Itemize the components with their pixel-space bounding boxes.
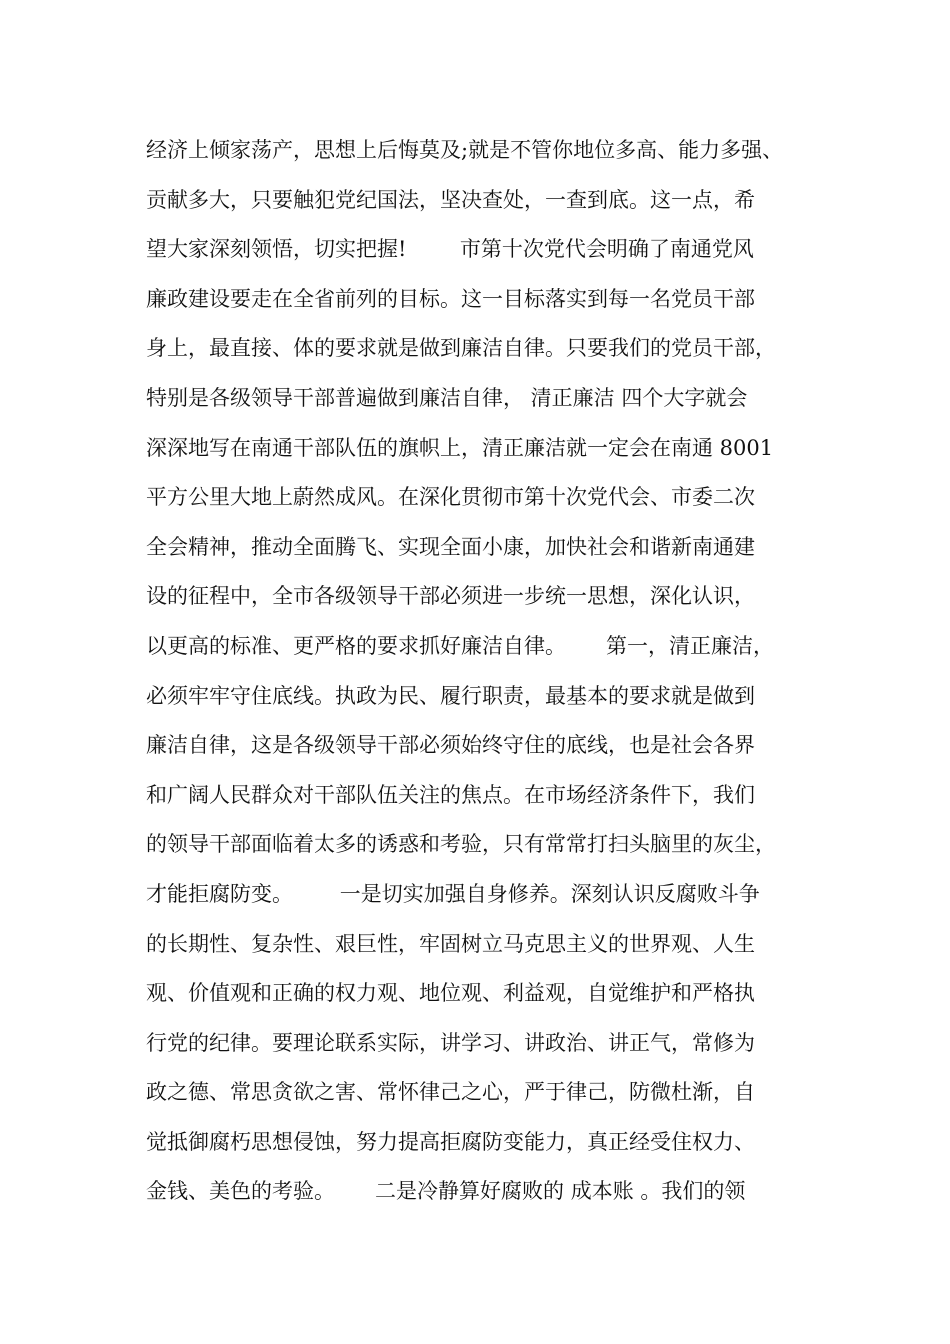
text-line: 廉洁自律，这是各级领导干部必须始终守住的底线，也是社会各界 xyxy=(146,733,755,758)
text-line: 和广阔人民群众对干部队伍关注的焦点。在市场经济条件下，我们 xyxy=(146,782,755,807)
text-line: 以更高的标准、更严格的要求抓好廉洁自律。 第一，清正廉洁， xyxy=(146,633,775,658)
text-line: 贡献多大，只要触犯党纪国法，坚决查处，一查到底。这一点，希 xyxy=(146,187,755,212)
text-line: 必须牢牢守住底线。执政为民、履行职责，最基本的要求就是做到 xyxy=(146,683,755,708)
text-line: 平方公里大地上蔚然成风。在深化贯彻市第十次党代会、市委二次 xyxy=(146,485,755,510)
text-line: 身上，最直接、体的要求就是做到廉洁自律。只要我们的党员干部， xyxy=(146,336,776,361)
text-line: 才能拒腐防变。 一是切实加强自身修养。深刻认识反腐败斗争 xyxy=(146,881,760,906)
text-line: 全会精神，推动全面腾飞、实现全面小康，加快社会和谐新南通建 xyxy=(146,534,755,559)
text-line: 经济上倾家荡产，思想上后悔莫及;就是不管你地位多高、能力多强、 xyxy=(146,138,784,162)
text-line: 的领导干部面临着太多的诱惑和考验，只有常常打扫头脑里的灰尘， xyxy=(146,832,776,857)
text-line: 觉抵御腐朽思想侵蚀，努力提高拒腐防变能力，真正经受住权力、 xyxy=(146,1129,755,1154)
document-body-text xyxy=(146,126,826,1217)
text-line: 金钱、美色的考验。 二是冷静算好腐败的 成本账 。我们的领 xyxy=(146,1179,746,1204)
text-line: 行党的纪律。要理论联系实际，讲学习、讲政治、讲正气，常修为 xyxy=(146,1030,755,1055)
text-line: 廉政建设要走在全省前列的目标。这一目标落实到每一名党员干部 xyxy=(146,286,755,311)
text-line: 望大家深刻领悟，切实把握! 市第十次党代会明确了南通党风 xyxy=(146,237,754,262)
text-line: 的长期性、复杂性、艰巨性，牢固树立马克思主义的世界观、人生 xyxy=(146,931,755,956)
text-line: 政之德、常思贪欲之害、常怀律己之心，严于律己，防微杜渐，自 xyxy=(146,1080,755,1105)
text-line: 深深地写在南通干部队伍的旗帜上，清正廉洁就一定会在南通 8001 xyxy=(146,435,774,460)
text-line: 观、价值观和正确的权力观、地位观、利益观，自觉维护和严格执 xyxy=(146,981,755,1006)
text-line: 设的征程中，全市各级领导干部必须进一步统一思想，深化认识， xyxy=(146,584,755,609)
text-line: 特别是各级领导干部普遍做到廉洁自律， 清正廉洁 四个大字就会 xyxy=(146,385,748,410)
